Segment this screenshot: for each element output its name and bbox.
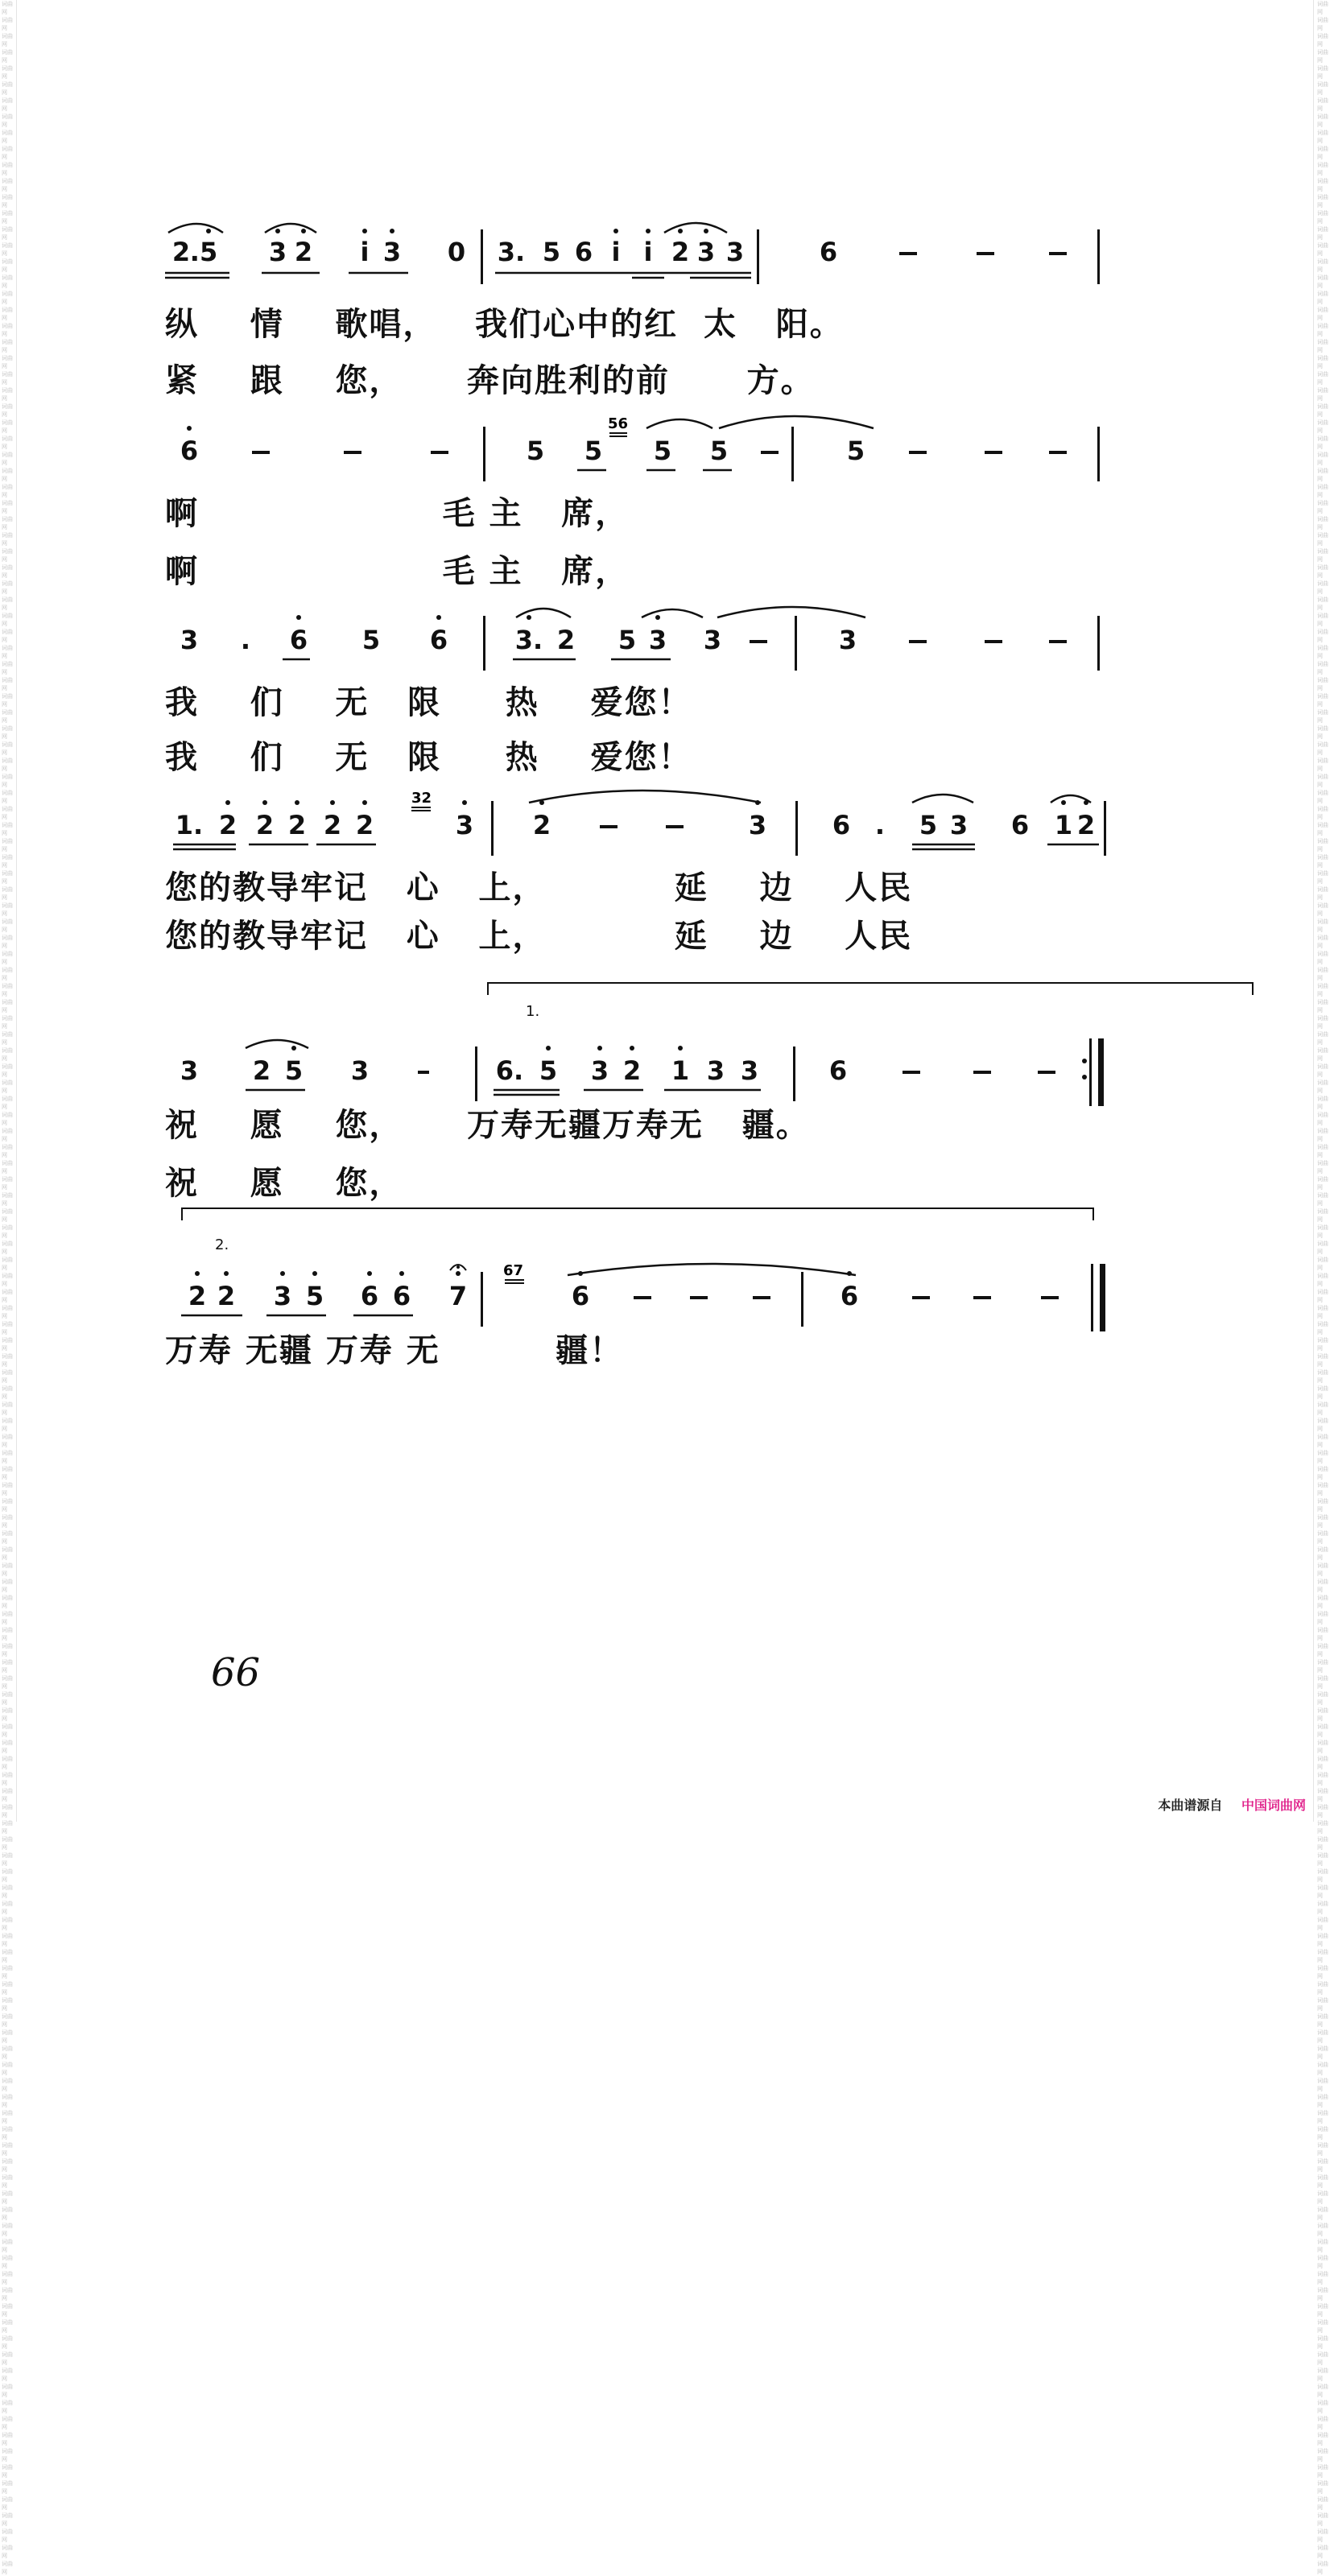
notation-line: 3 . 6 5 6 3. 2 5 3 3 3 <box>165 600 1111 688</box>
volta-bracket-1 <box>487 982 1254 995</box>
lyric-line-1: 您的教导牢记 心 上， 延 边 人民 <box>165 869 913 906</box>
slur-marks <box>165 785 1111 873</box>
lyric-line-1: 啊 毛 主 席， <box>165 494 630 532</box>
lyric-line-2: 祝 愿 您， <box>165 1164 403 1202</box>
lyric-line-2: 我 们 无 限 热 爱您！ <box>165 738 692 776</box>
edge-watermark-left: 词曲网 词曲网 词曲网 词曲网 词曲网 词曲网 词曲网 词曲网 词曲网 词曲网 词曲网 词曲网 词曲网 词曲网 词曲网 词曲网 词曲网 词曲网 词曲网 词曲网 词曲网 词曲网 词曲网 词曲网 词曲网 词曲网 词曲网 词曲网 词曲网 词曲网 词曲网 词曲网 词曲网 词曲网 词曲网 词曲网 词曲网 词曲网 词曲网 词曲网 词曲网 词曲网 词曲网 词曲网 词曲网 词曲网 词曲网 词曲网 词曲网 词曲网 词曲网 词曲网 词曲网 词曲网 词曲网 词曲网 词曲网 词曲网 词曲网 词曲网 词曲网 词曲网 词曲网 词曲网 词曲网 词曲网 词曲网 词曲网 词曲网 词曲网 词曲网 词曲网 词曲网 词曲网 词曲网 词曲网 词曲网 词曲网 词曲网 词曲网 词曲网 词曲网 词曲网 词曲网 词曲网 词曲网 词曲网 词曲网 词曲网 词曲网 词曲网 词曲网 词曲网 词曲网 词曲网 词曲网 词曲网 词曲网 词曲网 词曲网 词曲网 词曲网 词曲网 词曲网 词曲网 词曲网 词曲网 词曲网 词曲网 词曲网 词曲网 词曲网 词曲网 词曲网 词曲网 词曲网 词曲网 词曲网 词曲网 词曲网 词曲网 词曲网 词曲网 词曲网 词曲网 词曲网 词曲网 词曲网 词曲网 词曲网 词曲网 词曲网 词曲网 词曲网 词曲网 词曲网 词曲网 词曲网 词曲网 词曲网 词曲网 词曲网 词曲网 词曲网 词曲网 词曲网 词曲网 词曲网 词曲网 词曲网 词曲网 词曲网 词曲网 词曲网 词曲网 词曲网 词曲网 词曲网 词曲网 词曲网 <box>2 1 13 2575</box>
volta-bracket-2 <box>181 1208 1094 1220</box>
notation-line: 1. 2 2 2 2 2 3 2 3 6 . 5 3 6 1 2 32 <box>165 785 1111 873</box>
edge-watermark-right: 词曲网 词曲网 词曲网 词曲网 词曲网 词曲网 词曲网 词曲网 词曲网 词曲网 词曲网 词曲网 词曲网 词曲网 词曲网 词曲网 词曲网 词曲网 词曲网 词曲网 词曲网 词曲网 词曲网 词曲网 词曲网 词曲网 词曲网 词曲网 词曲网 词曲网 词曲网 词曲网 词曲网 词曲网 词曲网 词曲网 词曲网 词曲网 词曲网 词曲网 词曲网 词曲网 词曲网 词曲网 词曲网 词曲网 词曲网 词曲网 词曲网 词曲网 词曲网 词曲网 词曲网 词曲网 词曲网 词曲网 词曲网 词曲网 词曲网 词曲网 词曲网 词曲网 词曲网 词曲网 词曲网 词曲网 词曲网 词曲网 词曲网 词曲网 词曲网 词曲网 词曲网 词曲网 词曲网 词曲网 词曲网 词曲网 词曲网 词曲网 词曲网 词曲网 词曲网 词曲网 词曲网 词曲网 词曲网 词曲网 词曲网 词曲网 词曲网 词曲网 词曲网 词曲网 词曲网 词曲网 词曲网 词曲网 词曲网 词曲网 词曲网 词曲网 词曲网 词曲网 词曲网 词曲网 词曲网 词曲网 词曲网 词曲网 词曲网 词曲网 词曲网 词曲网 词曲网 词曲网 词曲网 词曲网 词曲网 词曲网 词曲网 词曲网 词曲网 词曲网 词曲网 词曲网 词曲网 词曲网 词曲网 词曲网 词曲网 词曲网 词曲网 词曲网 词曲网 词曲网 词曲网 词曲网 词曲网 词曲网 词曲网 词曲网 词曲网 词曲网 词曲网 词曲网 词曲网 词曲网 词曲网 词曲网 词曲网 词曲网 词曲网 词曲网 词曲网 词曲网 词曲网 词曲网 词曲网 词曲网 <box>1317 1 1328 2575</box>
slur-marks <box>165 411 1111 499</box>
notation-line: 2 .5 3 2 i 3 0 3. 5 6 i i 2 3 3 6 <box>165 221 1111 310</box>
notation-line: 3 2 5 3 6. 5 3 2 1 3 3 6 <box>165 1038 1111 1127</box>
site-name-link[interactable]: 中国词曲网 <box>1241 1798 1306 1813</box>
lyric-line-1: 我 们 无 限 热 爱您！ <box>165 683 692 721</box>
volta-label: 2. <box>215 1236 229 1253</box>
page-number: 66 <box>211 1650 261 1695</box>
slur-marks <box>165 221 1111 310</box>
notation-line: 2 2 3 5 6 6 7 6 6 67 <box>165 1264 1111 1352</box>
source-footer <box>1158 1795 1306 1814</box>
lyric-line-2: 啊 毛 主 席， <box>165 552 630 590</box>
lyric-line-1: 万寿 无疆 万寿 无 疆！ <box>165 1331 624 1369</box>
slur-marks <box>165 600 1111 688</box>
edge-rule-left <box>16 0 17 1822</box>
volta-label: 1. <box>526 1003 540 1020</box>
svg-text:56: 56 <box>608 415 629 432</box>
source-label: 本曲谱源自 <box>1158 1798 1223 1813</box>
svg-text:67: 67 <box>503 1262 524 1279</box>
lyric-line-2: 紧 跟 您， 奔向胜利的前 方。 <box>165 361 815 399</box>
svg-text:32: 32 <box>411 790 432 807</box>
edge-rule-right <box>1313 0 1314 1822</box>
lyric-line-2: 您的教导牢记 心 上， 延 边 人民 <box>165 917 913 955</box>
lyric-line-1: 祝 愿 您， 万寿无疆万寿无 疆。 <box>165 1106 810 1144</box>
notation-line: 6 5 5 5 5 5 56 <box>165 411 1111 499</box>
lyric-line-1: 纵 情 歌唱， 我们心中的红 太 阳。 <box>165 305 844 343</box>
